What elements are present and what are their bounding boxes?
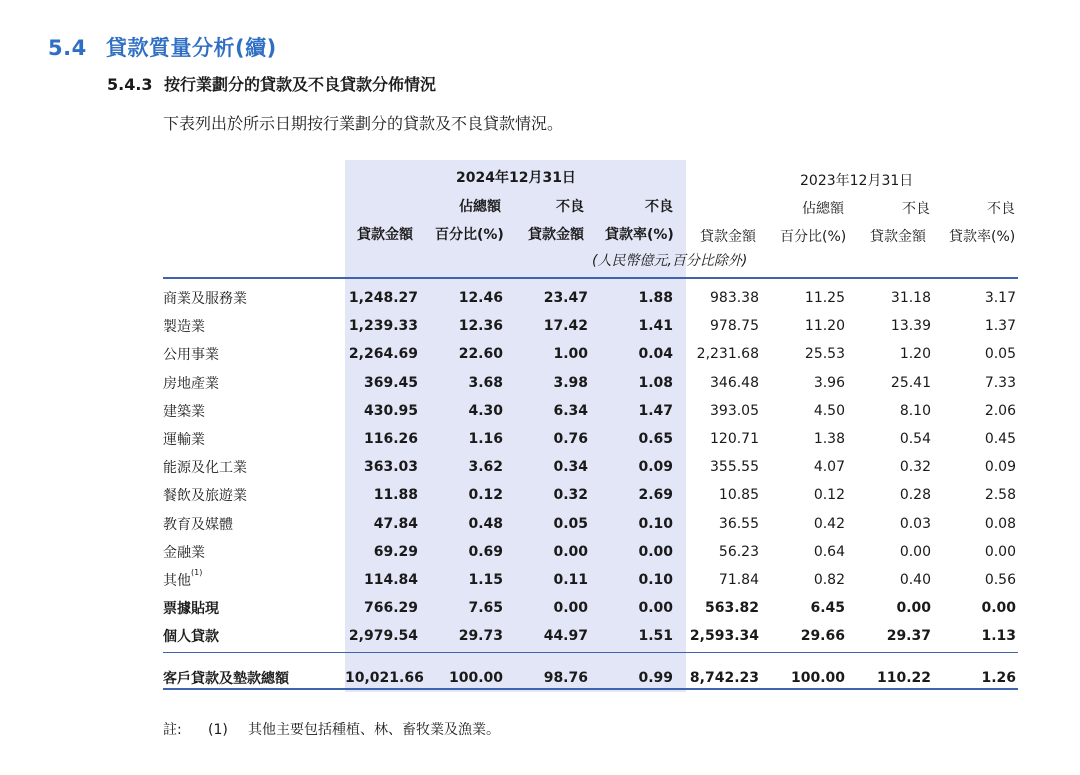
table-cell: 0.09 xyxy=(638,459,673,476)
table-row xyxy=(163,312,1028,340)
table-cell: 0.64 xyxy=(813,543,845,560)
section-title xyxy=(48,32,277,62)
table-cell: 69.29 xyxy=(373,543,418,560)
table-cell: 12.46 xyxy=(458,290,503,307)
table-row xyxy=(163,284,1028,312)
table-cell: 120.71 xyxy=(710,431,759,448)
table-cell: 0.00 xyxy=(899,543,931,560)
row-label xyxy=(163,566,345,594)
table-cell: 0.54 xyxy=(899,431,931,448)
table-cell: 71.84 xyxy=(718,571,759,588)
footnote-ref: (1) xyxy=(191,567,203,577)
table-cell: 0.00 xyxy=(553,600,588,617)
row-label xyxy=(163,622,345,650)
col-2023-nplrate: 貸款率(%) xyxy=(949,229,1016,245)
subsection-number: 5.4.3 xyxy=(107,75,153,94)
table-cell: 1.26 xyxy=(981,670,1016,687)
table-cell: 0.10 xyxy=(638,515,673,532)
table-cell: 22.60 xyxy=(458,346,503,363)
table-cell: 2.58 xyxy=(984,487,1016,504)
table-cell: 363.03 xyxy=(363,459,418,476)
row-label-text: 公用事業 xyxy=(163,347,219,364)
period-2024-header: 2024年12月31日 xyxy=(456,170,576,186)
table-cell: 1.37 xyxy=(984,318,1016,335)
table-row xyxy=(163,566,1028,594)
table-cell: 3.68 xyxy=(468,374,503,391)
table-cell: 0.00 xyxy=(984,543,1016,560)
col-2024-share: 百分比(%) xyxy=(435,227,504,243)
row-label xyxy=(163,538,345,566)
table-cell: 369.45 xyxy=(363,374,418,391)
table-cell: 430.95 xyxy=(363,402,418,419)
row-label xyxy=(163,312,345,340)
table-cell: 23.47 xyxy=(543,290,588,307)
table-cell: 0.10 xyxy=(638,571,673,588)
table-cell: 0.00 xyxy=(638,543,673,560)
table-cell: 2,231.68 xyxy=(696,346,759,363)
table-cell: 7.65 xyxy=(468,600,503,617)
table-cell: 8,742.23 xyxy=(689,670,759,687)
row-label-text: 教育及媒體 xyxy=(163,516,233,533)
table-cell: 0.32 xyxy=(553,487,588,504)
row-label-text: 客戶貸款及墊款總額 xyxy=(163,671,289,688)
table-cell: 17.42 xyxy=(543,318,588,335)
table-cell: 0.00 xyxy=(553,543,588,560)
table-cell: 11.88 xyxy=(373,487,418,504)
row-label xyxy=(163,481,345,509)
col-2024-nplrate: 貸款率(%) xyxy=(605,227,674,243)
table-cell: 8.10 xyxy=(899,402,931,419)
table-cell: 2.06 xyxy=(984,402,1016,419)
table-cell: 114.84 xyxy=(363,571,418,588)
table-cell: 44.97 xyxy=(543,628,588,645)
intro-text: 下表列出於所示日期按行業劃分的貸款及不良貸款情況。 xyxy=(163,114,564,133)
row-label-text: 運輸業 xyxy=(163,432,205,449)
table-cell: 766.29 xyxy=(363,600,418,617)
table-cell: 29.37 xyxy=(886,628,931,645)
table-body xyxy=(163,284,1028,696)
table-row xyxy=(163,481,1028,509)
col-2023-npl-top: 不良 xyxy=(902,201,930,217)
row-label-text: 餐飲及旅遊業 xyxy=(163,488,247,505)
row-label-text: 房地產業 xyxy=(163,375,219,392)
col-2024-loan: 貸款金額 xyxy=(357,227,413,243)
table-cell: 12.36 xyxy=(458,318,503,335)
row-label xyxy=(163,650,345,696)
table-top-rule xyxy=(163,277,1018,279)
footnote-prefix: 註: xyxy=(163,722,182,738)
row-label-text: 票據貼現 xyxy=(163,601,219,618)
table-cell: 0.40 xyxy=(899,571,931,588)
footnote xyxy=(163,719,500,739)
table-cell: 1.13 xyxy=(981,628,1016,645)
row-label-text: 製造業 xyxy=(163,319,205,336)
table-cell: 47.84 xyxy=(373,515,418,532)
table-cell: 116.26 xyxy=(363,431,418,448)
table-cell: 0.00 xyxy=(896,600,931,617)
table-cell: 0.04 xyxy=(638,346,673,363)
table-cell: 10.85 xyxy=(718,487,759,504)
table-cell: 2.69 xyxy=(638,487,673,504)
table-cell: 0.12 xyxy=(813,487,845,504)
table-cell: 0.12 xyxy=(468,487,503,504)
table-cell: 0.69 xyxy=(468,543,503,560)
row-label xyxy=(163,340,345,368)
loan-table xyxy=(163,284,1028,696)
table-cell: 1.20 xyxy=(899,346,931,363)
table-row xyxy=(163,622,1028,650)
col-2023-share: 百分比(%) xyxy=(780,229,847,245)
table-cell: 11.20 xyxy=(804,318,845,335)
table-cell: 1.15 xyxy=(468,571,503,588)
footnote-marker: (1) xyxy=(208,722,228,738)
table-cell: 1,239.33 xyxy=(348,318,418,335)
table-cell: 355.55 xyxy=(710,459,759,476)
table-cell: 36.55 xyxy=(718,515,759,532)
table-cell: 10,021.66 xyxy=(345,670,424,687)
period-2023-header: 2023年12月31日 xyxy=(800,173,914,189)
table-cell: 2,264.69 xyxy=(348,346,418,363)
table-cell: 110.22 xyxy=(876,670,931,687)
row-label xyxy=(163,369,345,397)
col-2023-loan: 貸款金額 xyxy=(700,229,756,245)
table-cell: 6.34 xyxy=(553,402,588,419)
row-label xyxy=(163,425,345,453)
table-cell: 563.82 xyxy=(704,600,759,617)
row-label xyxy=(163,594,345,622)
section-number: 5.4 xyxy=(48,36,87,60)
table-row xyxy=(163,340,1028,368)
table-cell: 0.28 xyxy=(899,487,931,504)
table-cell: 0.03 xyxy=(899,515,931,532)
table-cell: 29.73 xyxy=(458,628,503,645)
table-cell: 1.51 xyxy=(638,628,673,645)
table-cell: 0.34 xyxy=(553,459,588,476)
table-cell: 7.33 xyxy=(984,374,1016,391)
table-cell: 0.00 xyxy=(981,600,1016,617)
table-cell: 0.65 xyxy=(638,431,673,448)
table-cell: 978.75 xyxy=(710,318,759,335)
table-cell: 0.00 xyxy=(638,600,673,617)
row-label-text: 建築業 xyxy=(163,403,205,420)
table-cell: 25.53 xyxy=(804,346,845,363)
footnote-text: 其他主要包括種植、林、畜牧業及漁業。 xyxy=(248,722,500,738)
col-2024-npl: 貸款金額 xyxy=(528,227,584,243)
table-cell: 98.76 xyxy=(543,670,588,687)
table-cell: 393.05 xyxy=(710,402,759,419)
section-title-text: 貸款質量分析(續) xyxy=(106,36,277,60)
table-cell: 4.30 xyxy=(468,402,503,419)
table-cell: 100.00 xyxy=(448,670,503,687)
table-row xyxy=(163,369,1028,397)
table-row xyxy=(163,397,1028,425)
row-label xyxy=(163,397,345,425)
table-row xyxy=(163,425,1028,453)
table-cell: 0.99 xyxy=(638,670,673,687)
table-cell: 2,593.34 xyxy=(689,628,759,645)
unit-note: (人民幣億元,百分比除外) xyxy=(592,253,748,269)
table-cell: 0.09 xyxy=(984,459,1016,476)
table-cell: 13.39 xyxy=(890,318,931,335)
col-2024-nplrate-top: 不良 xyxy=(645,199,673,215)
table-cell: 1,248.27 xyxy=(348,290,418,307)
table-cell: 25.41 xyxy=(890,374,931,391)
subsection-title-text: 按行業劃分的貸款及不良貸款分佈情況 xyxy=(164,75,437,94)
table-cell: 1.88 xyxy=(638,290,673,307)
table-cell: 0.05 xyxy=(553,515,588,532)
table-cell: 100.00 xyxy=(790,670,845,687)
table-cell: 3.98 xyxy=(553,374,588,391)
col-2024-share-top: 佔總額 xyxy=(459,199,501,215)
table-cell: 0.11 xyxy=(553,571,588,588)
row-label-text: 金融業 xyxy=(163,544,205,561)
table-cell: 0.45 xyxy=(984,431,1016,448)
row-label-text: 能源及化工業 xyxy=(163,460,247,477)
table-row xyxy=(163,538,1028,566)
row-label xyxy=(163,453,345,481)
table-row xyxy=(163,453,1028,481)
table-cell: 0.42 xyxy=(813,515,845,532)
row-label xyxy=(163,510,345,538)
table-cell: 0.05 xyxy=(984,346,1016,363)
subsection-title xyxy=(107,72,436,95)
table-cell: 3.96 xyxy=(813,374,845,391)
row-label-text: 個人貸款 xyxy=(163,629,219,646)
row-label-text: 其他 xyxy=(163,572,191,589)
row-label-text: 商業及服務業 xyxy=(163,291,247,308)
table-cell: 1.08 xyxy=(638,374,673,391)
table-cell: 0.56 xyxy=(984,571,1016,588)
table-cell: 4.50 xyxy=(813,402,845,419)
table-cell: 983.38 xyxy=(710,290,759,307)
table-cell: 346.48 xyxy=(710,374,759,391)
table-cell: 1.38 xyxy=(813,431,845,448)
table-cell: 0.76 xyxy=(553,431,588,448)
table-cell: 1.47 xyxy=(638,402,673,419)
table-cell: 1.00 xyxy=(553,346,588,363)
col-2023-nplrate-top: 不良 xyxy=(987,201,1015,217)
table-cell: 3.17 xyxy=(984,290,1016,307)
table-cell: 3.62 xyxy=(468,459,503,476)
table-cell: 4.07 xyxy=(813,459,845,476)
table-cell: 0.08 xyxy=(984,515,1016,532)
table-cell: 6.45 xyxy=(810,600,845,617)
table-cell: 0.82 xyxy=(813,571,845,588)
table-cell: 29.66 xyxy=(800,628,845,645)
table-cell: 11.25 xyxy=(804,290,845,307)
table-row xyxy=(163,594,1028,622)
table-cell: 31.18 xyxy=(890,290,931,307)
table-cell: 1.41 xyxy=(638,318,673,335)
table-cell: 2,979.54 xyxy=(348,628,418,645)
col-2023-npl: 貸款金額 xyxy=(870,229,926,245)
row-label xyxy=(163,284,345,312)
table-cell: 0.32 xyxy=(899,459,931,476)
table-cell: 56.23 xyxy=(718,543,759,560)
table-row xyxy=(163,510,1028,538)
col-2023-share-top: 佔總額 xyxy=(802,201,844,217)
table-cell: 0.48 xyxy=(468,515,503,532)
total-row xyxy=(163,650,1028,696)
table-cell: 1.16 xyxy=(468,431,503,448)
col-2024-npl-top: 不良 xyxy=(556,199,584,215)
